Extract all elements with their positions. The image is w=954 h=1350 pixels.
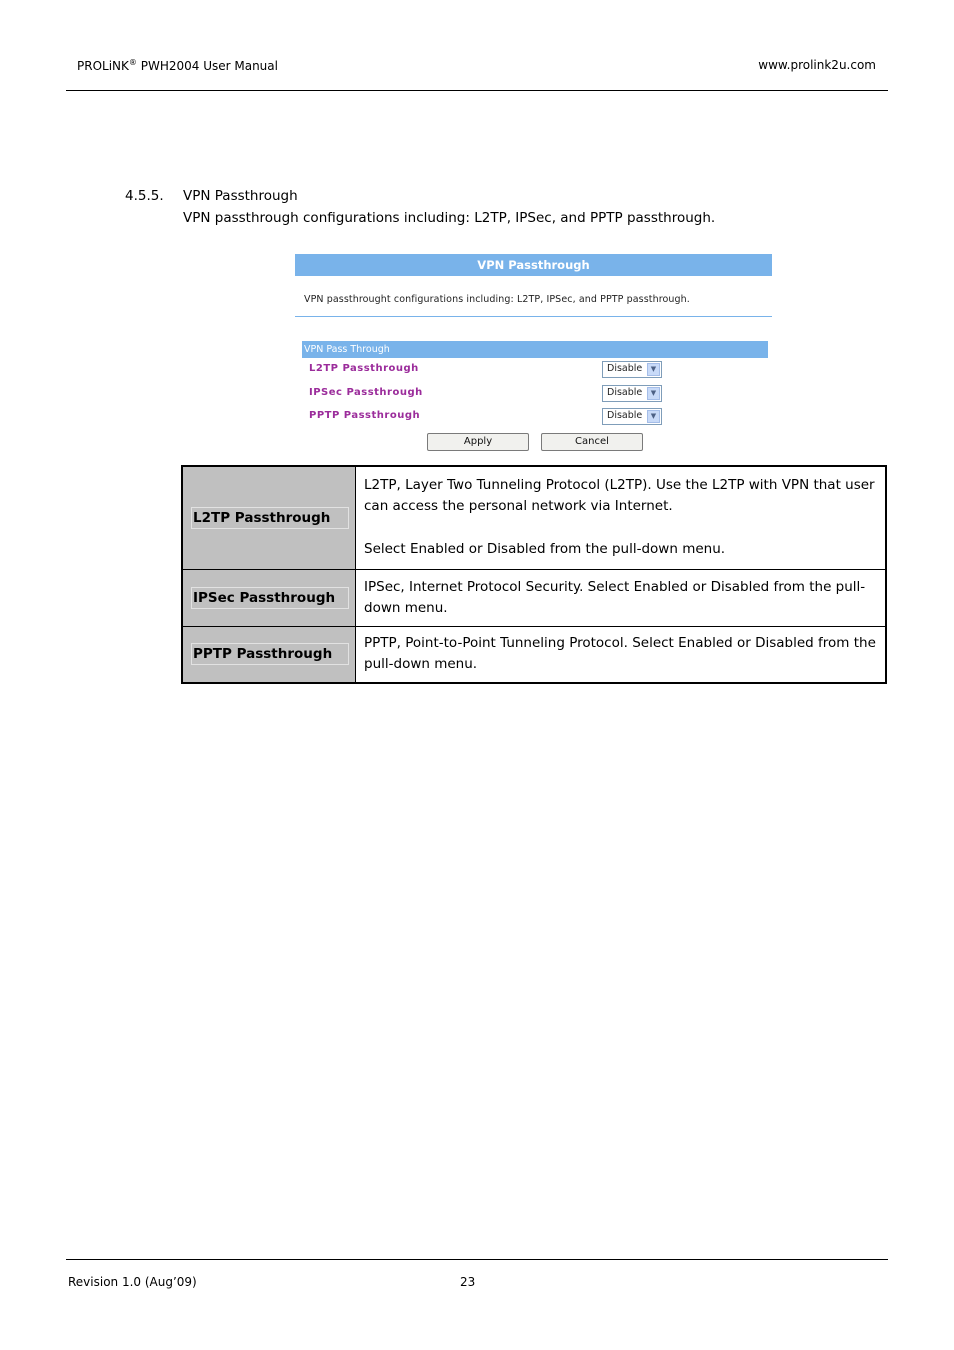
- header-title: [77, 58, 278, 73]
- header-website: www.prolink2u.com: [758, 58, 876, 72]
- description-spacer: [364, 517, 877, 539]
- brand-name: PROLiNK: [77, 59, 129, 73]
- term-label: L2TP Passthrough: [191, 507, 349, 529]
- screenshot-description: VPN passthrought configurations including: L2TP, IPSec, and PPTP passthrough.: [304, 294, 690, 305]
- ipsec-passthrough-label: IPSec Passthrough: [309, 387, 423, 398]
- table-row: [182, 626, 886, 683]
- description-text: L2TP, Layer Two Tunneling Protocol (L2TP). Use the L2TP with VPN that user can access the personal network via Internet.: [364, 477, 875, 515]
- registered-mark: ®: [128, 58, 137, 67]
- section-number: 4.5.5.: [125, 188, 164, 204]
- ipsec-selected-value: Disable: [607, 387, 643, 398]
- chevron-down-icon[interactable]: ▼: [647, 363, 660, 376]
- section-title: VPN Passthrough: [183, 188, 298, 204]
- footer-revision: Revision 1.0 (Aug’09): [68, 1275, 197, 1289]
- table-description-cell: [356, 569, 887, 626]
- table-term-cell: [182, 569, 356, 626]
- chevron-down-icon[interactable]: ▼: [647, 387, 660, 400]
- table-row: [182, 569, 886, 626]
- l2tp-selected-value: Disable: [607, 363, 643, 374]
- page-number: 23: [460, 1275, 476, 1289]
- term-label: PPTP Passthrough: [191, 643, 349, 665]
- settings-description-table: [181, 465, 887, 684]
- table-description-cell: [356, 626, 887, 683]
- pptp-selected-value: Disable: [607, 410, 643, 421]
- manual-name: PWH2004 User Manual: [140, 59, 278, 73]
- table-description-cell: [356, 466, 887, 569]
- screenshot-divider: [295, 316, 772, 317]
- vpn-passthrough-screenshot: [295, 254, 773, 454]
- screenshot-title-bar: VPN Passthrough: [295, 254, 772, 276]
- term-label: IPSec Passthrough: [191, 587, 349, 609]
- l2tp-passthrough-label: L2TP Passthrough: [309, 363, 419, 374]
- l2tp-passthrough-select[interactable]: [602, 361, 662, 378]
- apply-button[interactable]: Apply: [427, 433, 529, 451]
- ipsec-passthrough-select[interactable]: [602, 385, 662, 402]
- section-description: VPN passthrough configurations including: L2TP, IPSec, and PPTP passthrough.: [183, 210, 716, 226]
- pptp-passthrough-select[interactable]: [602, 408, 662, 425]
- description-text: Select Enabled or Disabled from the pull-down menu.: [364, 541, 726, 558]
- chevron-down-icon[interactable]: ▼: [647, 410, 660, 423]
- footer-rule: [66, 1259, 888, 1260]
- screenshot-subheader: VPN Pass Through: [302, 341, 768, 358]
- pptp-passthrough-label: PPTP Passthrough: [309, 410, 421, 421]
- header-rule: [66, 90, 888, 91]
- description-text: IPSec, Internet Protocol Security. Select Enabled or Disabled from the pull-down menu.: [364, 578, 866, 616]
- description-text: PPTP, Point-to-Point Tunneling Protocol. Select Enabled or Disabled from the pull-down menu.: [364, 635, 876, 673]
- table-row: [182, 466, 886, 569]
- cancel-button[interactable]: Cancel: [541, 433, 643, 451]
- table-term-cell: [182, 466, 356, 569]
- table-term-cell: [182, 626, 356, 683]
